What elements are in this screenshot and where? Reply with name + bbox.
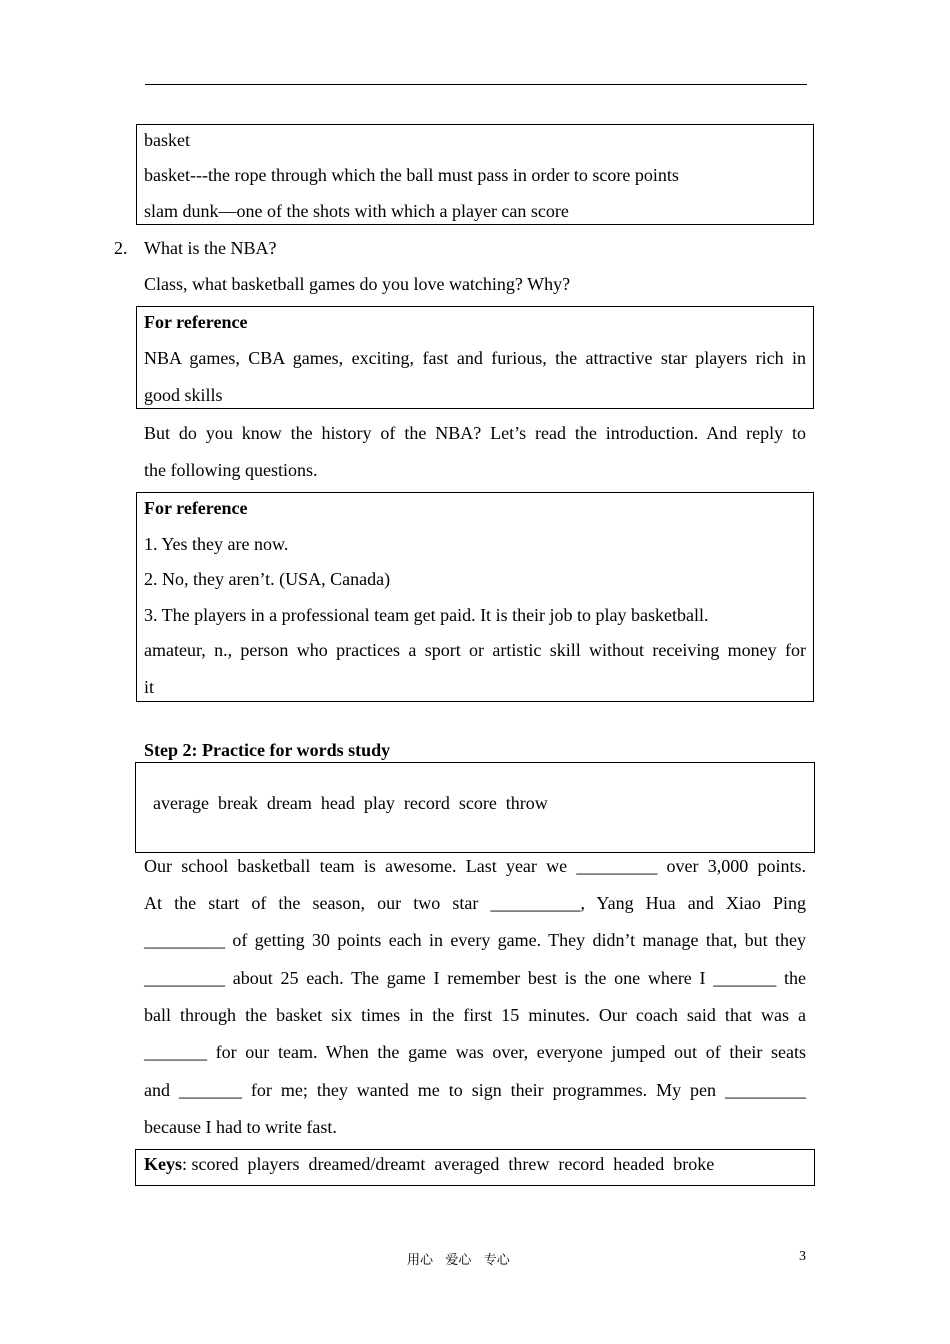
vocab-line: slam dunk—one of the shots with which a player can score [144,201,569,221]
intro-text: But do you know the history of the NBA? Let’s read the introduction. And reply to [144,423,806,443]
answer-line: 2. No, they aren’t. (USA, Canada) [144,569,391,589]
word-bank: average break dream head play record score throw [153,793,548,813]
definition-text: it [144,677,155,697]
vocab-line: basket [144,130,190,150]
question-text: What is the NBA? [144,238,277,258]
passage-line: _________ about 25 each. The game I remember best is the one where I _______ the [144,968,806,988]
answer-line: 3. The players in a professional team get paid. It is their job to play basketball. [144,605,709,625]
keys-text: Keys: scored players dreamed/dreamt averaged threw record headed broke [144,1154,715,1174]
header-rule [145,84,807,85]
answers-heading: For reference [144,498,248,518]
passage-line: At the start of the season, our two star __________, Yang Hua and Xiao Ping [144,893,806,913]
intro-text: the following questions. [144,460,318,480]
passage-line: ball through the basket six times in the first 15 minutes. Our coach said that was a [144,1005,806,1025]
step2-heading: Step 2: Practice for words study [144,740,391,760]
answer-line: 1. Yes they are now. [144,534,289,554]
answers-box [136,492,814,702]
passage-line: Our school basketball team is awesome. Last year we _________ over 3,000 points. [144,856,806,876]
passage-line: because I had to write fast. [144,1117,337,1137]
prompt-text: Class, what basketball games do you love watching? Why? [144,274,571,294]
vocab-line: basket---the rope through which the ball must pass in order to score points [144,165,679,185]
footer-motto: 用心 爱心 专心 [407,1253,510,1268]
reference-text: NBA games, CBA games, exciting, fast and furious, the attractive star players rich in [144,348,806,368]
passage-line: _______ for our team. When the game was over, everyone jumped out of their seats [144,1042,806,1062]
reference-text: good skills [144,385,223,405]
list-number: 2. [114,238,128,258]
reference-heading: For reference [144,312,248,332]
page-number: 3 [799,1249,806,1264]
definition-text: amateur, n., person who practices a sport or artistic skill without receiving money for [144,640,806,660]
passage-line: _________ of getting 30 points each in every game. They didn’t manage that, but they [144,930,806,950]
passage-line: and _______ for me; they wanted me to sign their programmes. My pen _________ [144,1080,806,1100]
